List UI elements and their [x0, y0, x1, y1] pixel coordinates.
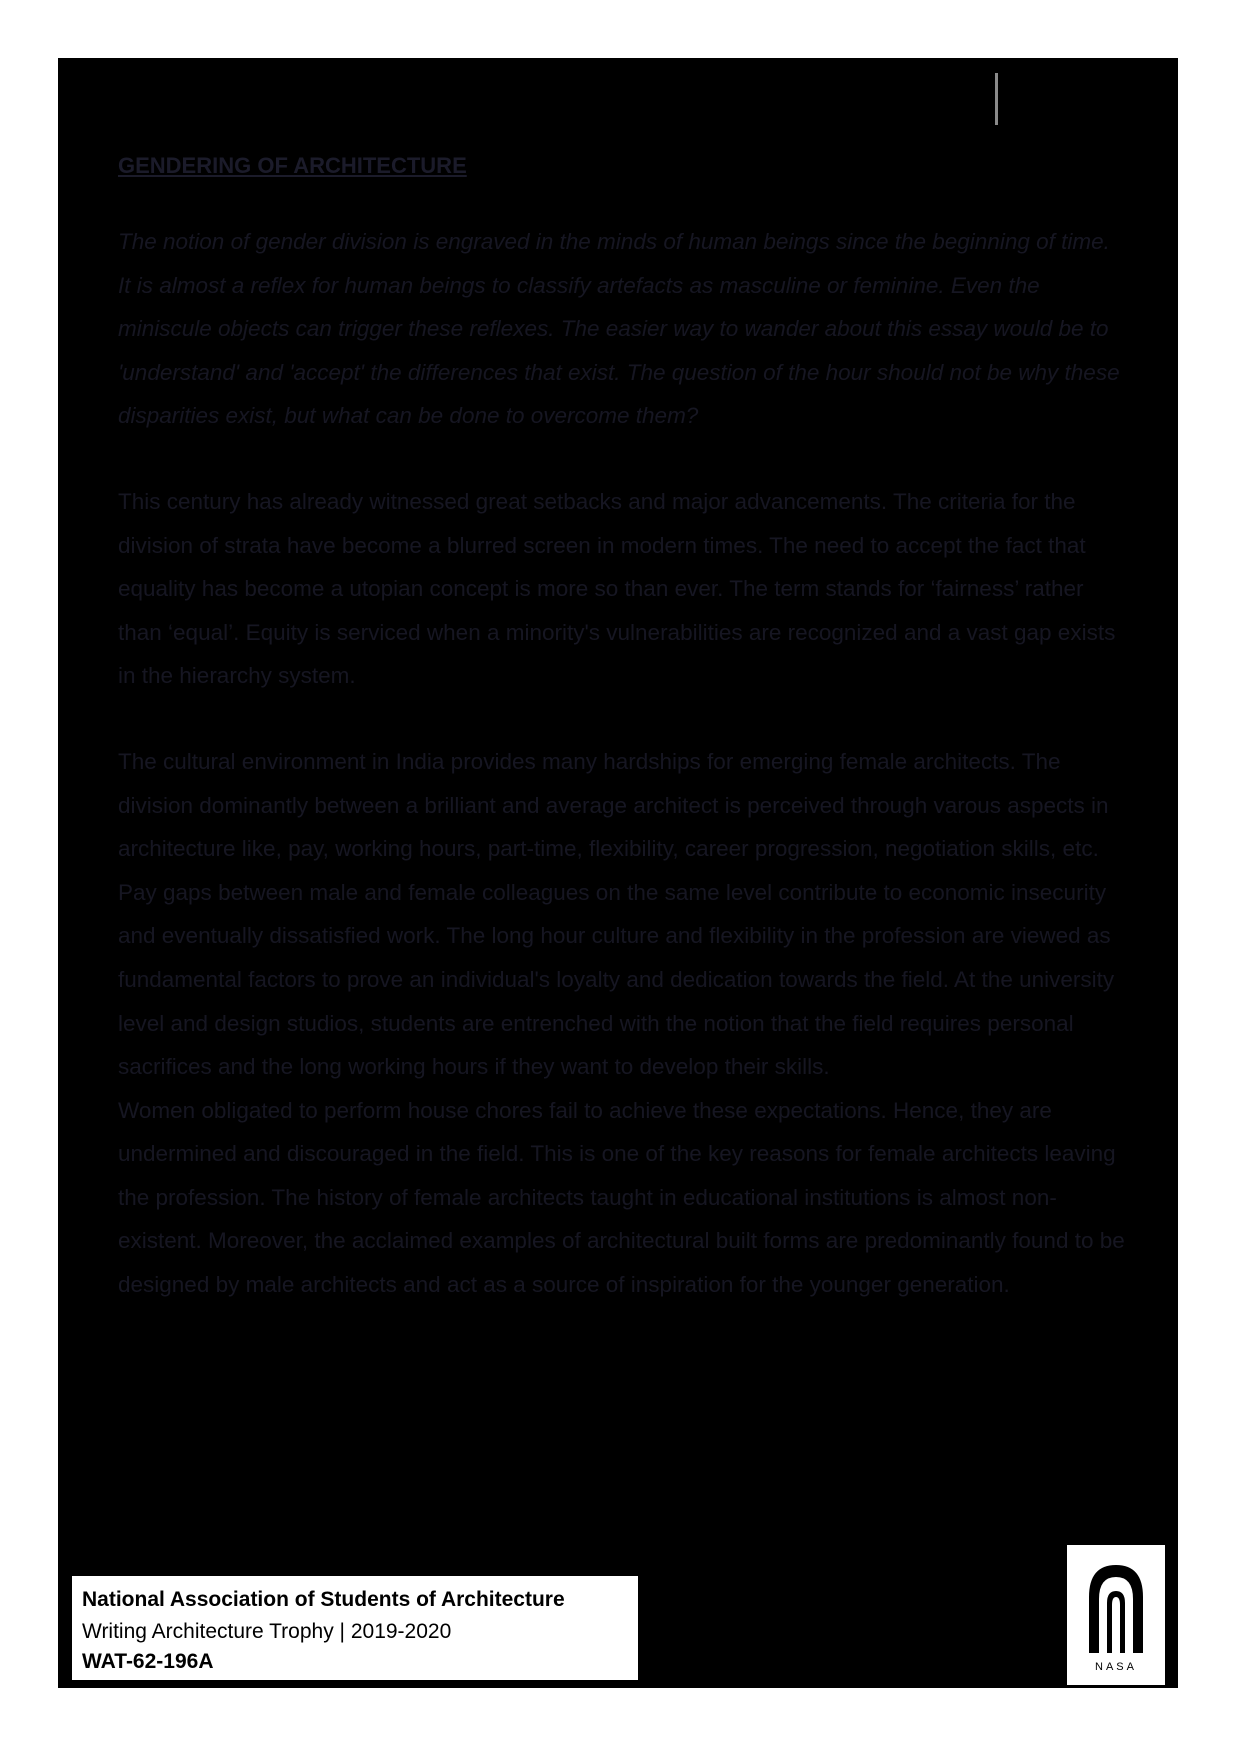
nasa-logo — [1067, 1545, 1165, 1685]
footer-info-box — [72, 1576, 638, 1680]
divider-bar — [995, 73, 998, 125]
paragraph-culture: The cultural environment in India provides many hardships for emerging female architects. The division dominantly between a brilliant and average architect is perceived through varous aspects in architecture like, pay, working hours, part-time, flexibility, career progression, negotiation skills, etc. Pay gaps between male and female colleagues on the same level contribute to economic insecurity and eventually dissatisfied work. The long hour culture and flexibility in the profession are viewed as fundamental factors to prove an individual's loyalty and dedication towards the field. At the university level and design studios, students are entrenched with the notion that the field requires personal sacrifices and the long working hours if they want to develop their skills. — [118, 748, 1115, 1080]
paragraph-intro: The notion of gender division is engraved in the minds of human beings since the beginning of time. It is almost a reflex for human beings to classify artefacts as masculine or feminine. Even the miniscule objects can trigger these reflexes. The easier way to wander about this essay would be to 'understand' and 'accept' the differences that exist. The question of the hour should not be why these disparities exist, but what can be done to overcome them? — [118, 229, 1120, 429]
nasa-logo-text: NASA — [1095, 1661, 1137, 1673]
footer-organization: National Association of Students of Architecture — [82, 1588, 565, 1611]
article-heading: GENDERING OF ARCHITECTURE — [118, 153, 467, 178]
article-body — [118, 150, 1128, 1307]
paragraph-women: Women obligated to perform house chores fail to achieve these expectations. Hence, they are undermined and discouraged in the field. This is one of the key reasons for female architects leaving the profession. The history of female architects taught in educational institutions is almost non-existent. Moreover, the acclaimed examples of architectural built forms are predominantly found to be designed by male architects and act as a source of inspiration for the younger generation. — [118, 1097, 1125, 1298]
paragraph-equity: This century has already witnessed great setbacks and major advancements. The criteria for the division of strata have become a blurred screen in modern times. The need to accept the fact that equality has become a utopian concept is more so than ever. The term stands for ‘fairness’ rather than ‘equal’. Equity is serviced when a minority's vulnerabilities are recognized and a vast gap exists in the hierarchy system. — [118, 488, 1116, 689]
footer-code: WAT-62-196A — [82, 1650, 214, 1673]
footer-event: Writing Architecture Trophy | 2019-2020 — [82, 1620, 452, 1643]
document-panel — [58, 58, 1178, 1688]
